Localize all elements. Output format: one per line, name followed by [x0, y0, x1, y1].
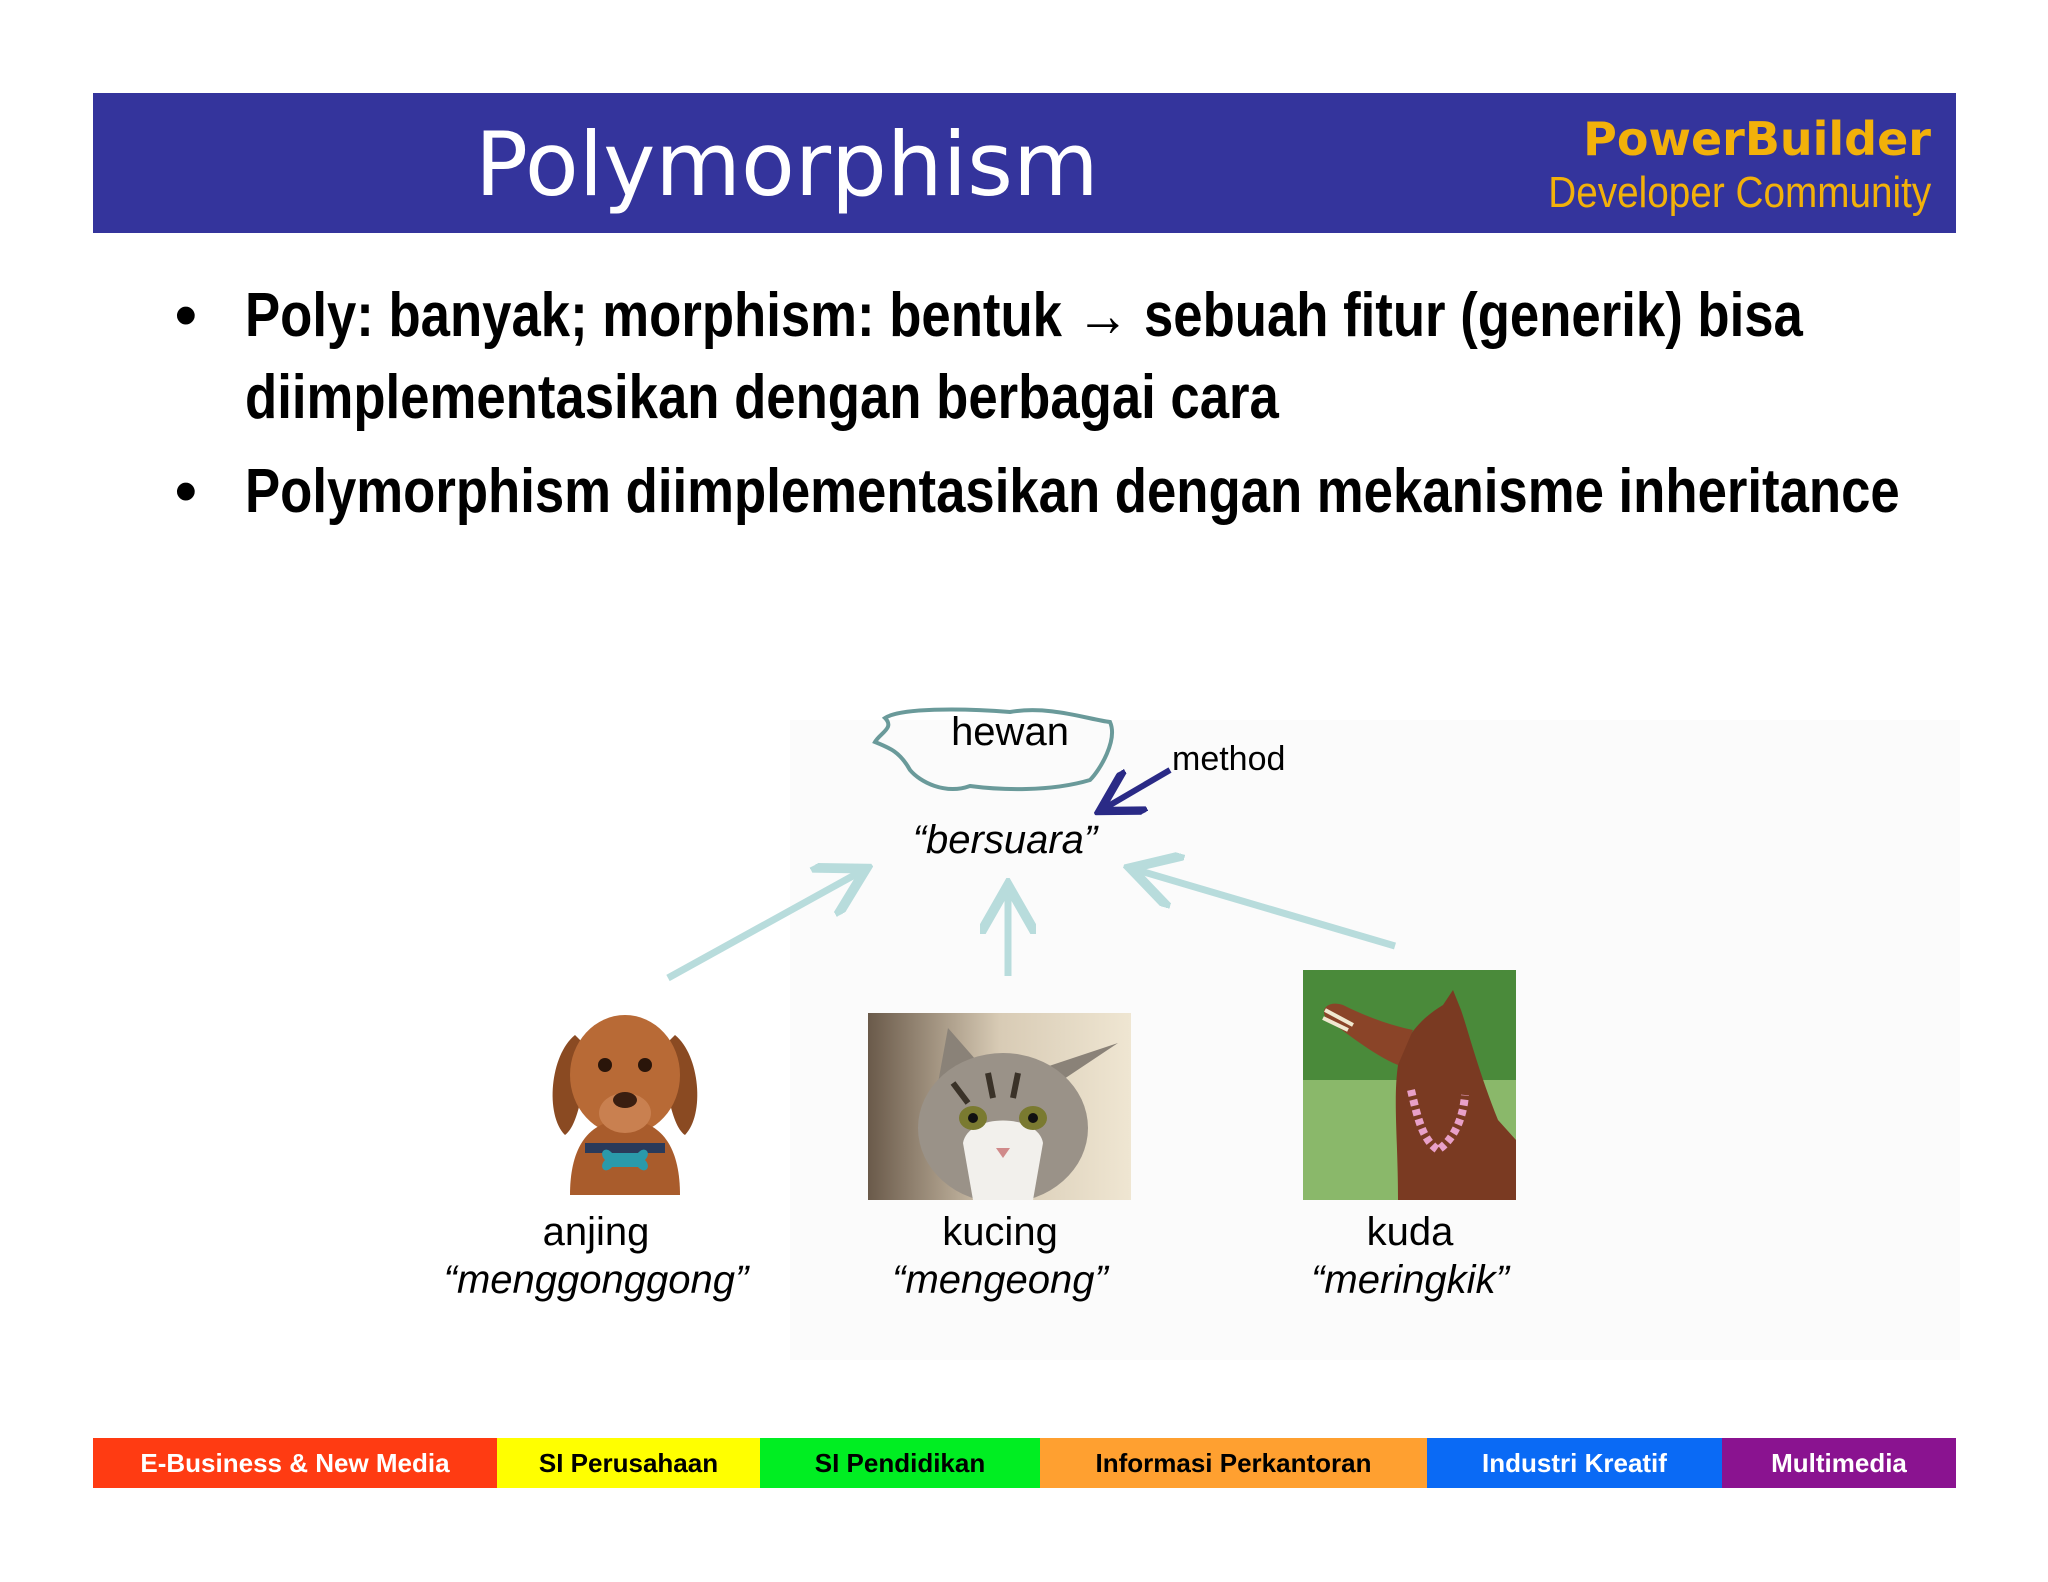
- logo-subtitle: Developer Community: [1547, 168, 1931, 217]
- bullet-text: Poly: banyak; morphism: bentuk → sebuah fitur (generik) bisa diimplementasikan dengan berbagai cara: [245, 281, 1803, 432]
- dog-inherit-arrow: [668, 872, 860, 978]
- dog-name-label: anjing: [542, 1210, 650, 1254]
- slide-title: Polymorphism: [475, 113, 1099, 216]
- horse-photo-icon: [1303, 970, 1516, 1200]
- cat-photo-icon: [868, 1013, 1131, 1200]
- bullet-text: Polymorphism diimplementasikan dengan mekanisme inheritance: [245, 457, 1900, 526]
- footer-segment-ebusiness: E-Business & New Media: [93, 1438, 497, 1488]
- parent-method-label: “bersuara”: [912, 818, 1098, 862]
- cat-name-label: kucing: [942, 1210, 1058, 1254]
- footer-segment-industri-kreatif: Industri Kreatif: [1427, 1438, 1722, 1488]
- footer-segment-si-pendidikan: SI Pendidikan: [760, 1438, 1040, 1488]
- horse-name-label: kuda: [1366, 1210, 1454, 1254]
- category-footer-bar: [93, 1438, 1956, 1488]
- bullet-marker: •: [175, 457, 197, 526]
- footer-segment-multimedia: Multimedia: [1722, 1438, 1956, 1488]
- logo-brand: PowerBuilder: [1583, 112, 1931, 166]
- dog-photo-icon: [530, 995, 720, 1195]
- method-pointer-arrow: [1105, 770, 1170, 808]
- footer-segment-informasi-perkantoran: Informasi Perkantoran: [1040, 1438, 1427, 1488]
- method-label: method: [1172, 740, 1286, 778]
- horse-inherit-arrow: [1137, 870, 1395, 946]
- dog-sound-label: “menggonggong”: [443, 1258, 749, 1302]
- horse-sound-label: “meringkik”: [1311, 1258, 1509, 1302]
- footer-segment-si-perusahaan: SI Perusahaan: [497, 1438, 760, 1488]
- cat-sound-label: “mengeong”: [892, 1258, 1108, 1302]
- parent-class-label: hewan: [951, 710, 1069, 754]
- bullet-marker: •: [175, 281, 197, 350]
